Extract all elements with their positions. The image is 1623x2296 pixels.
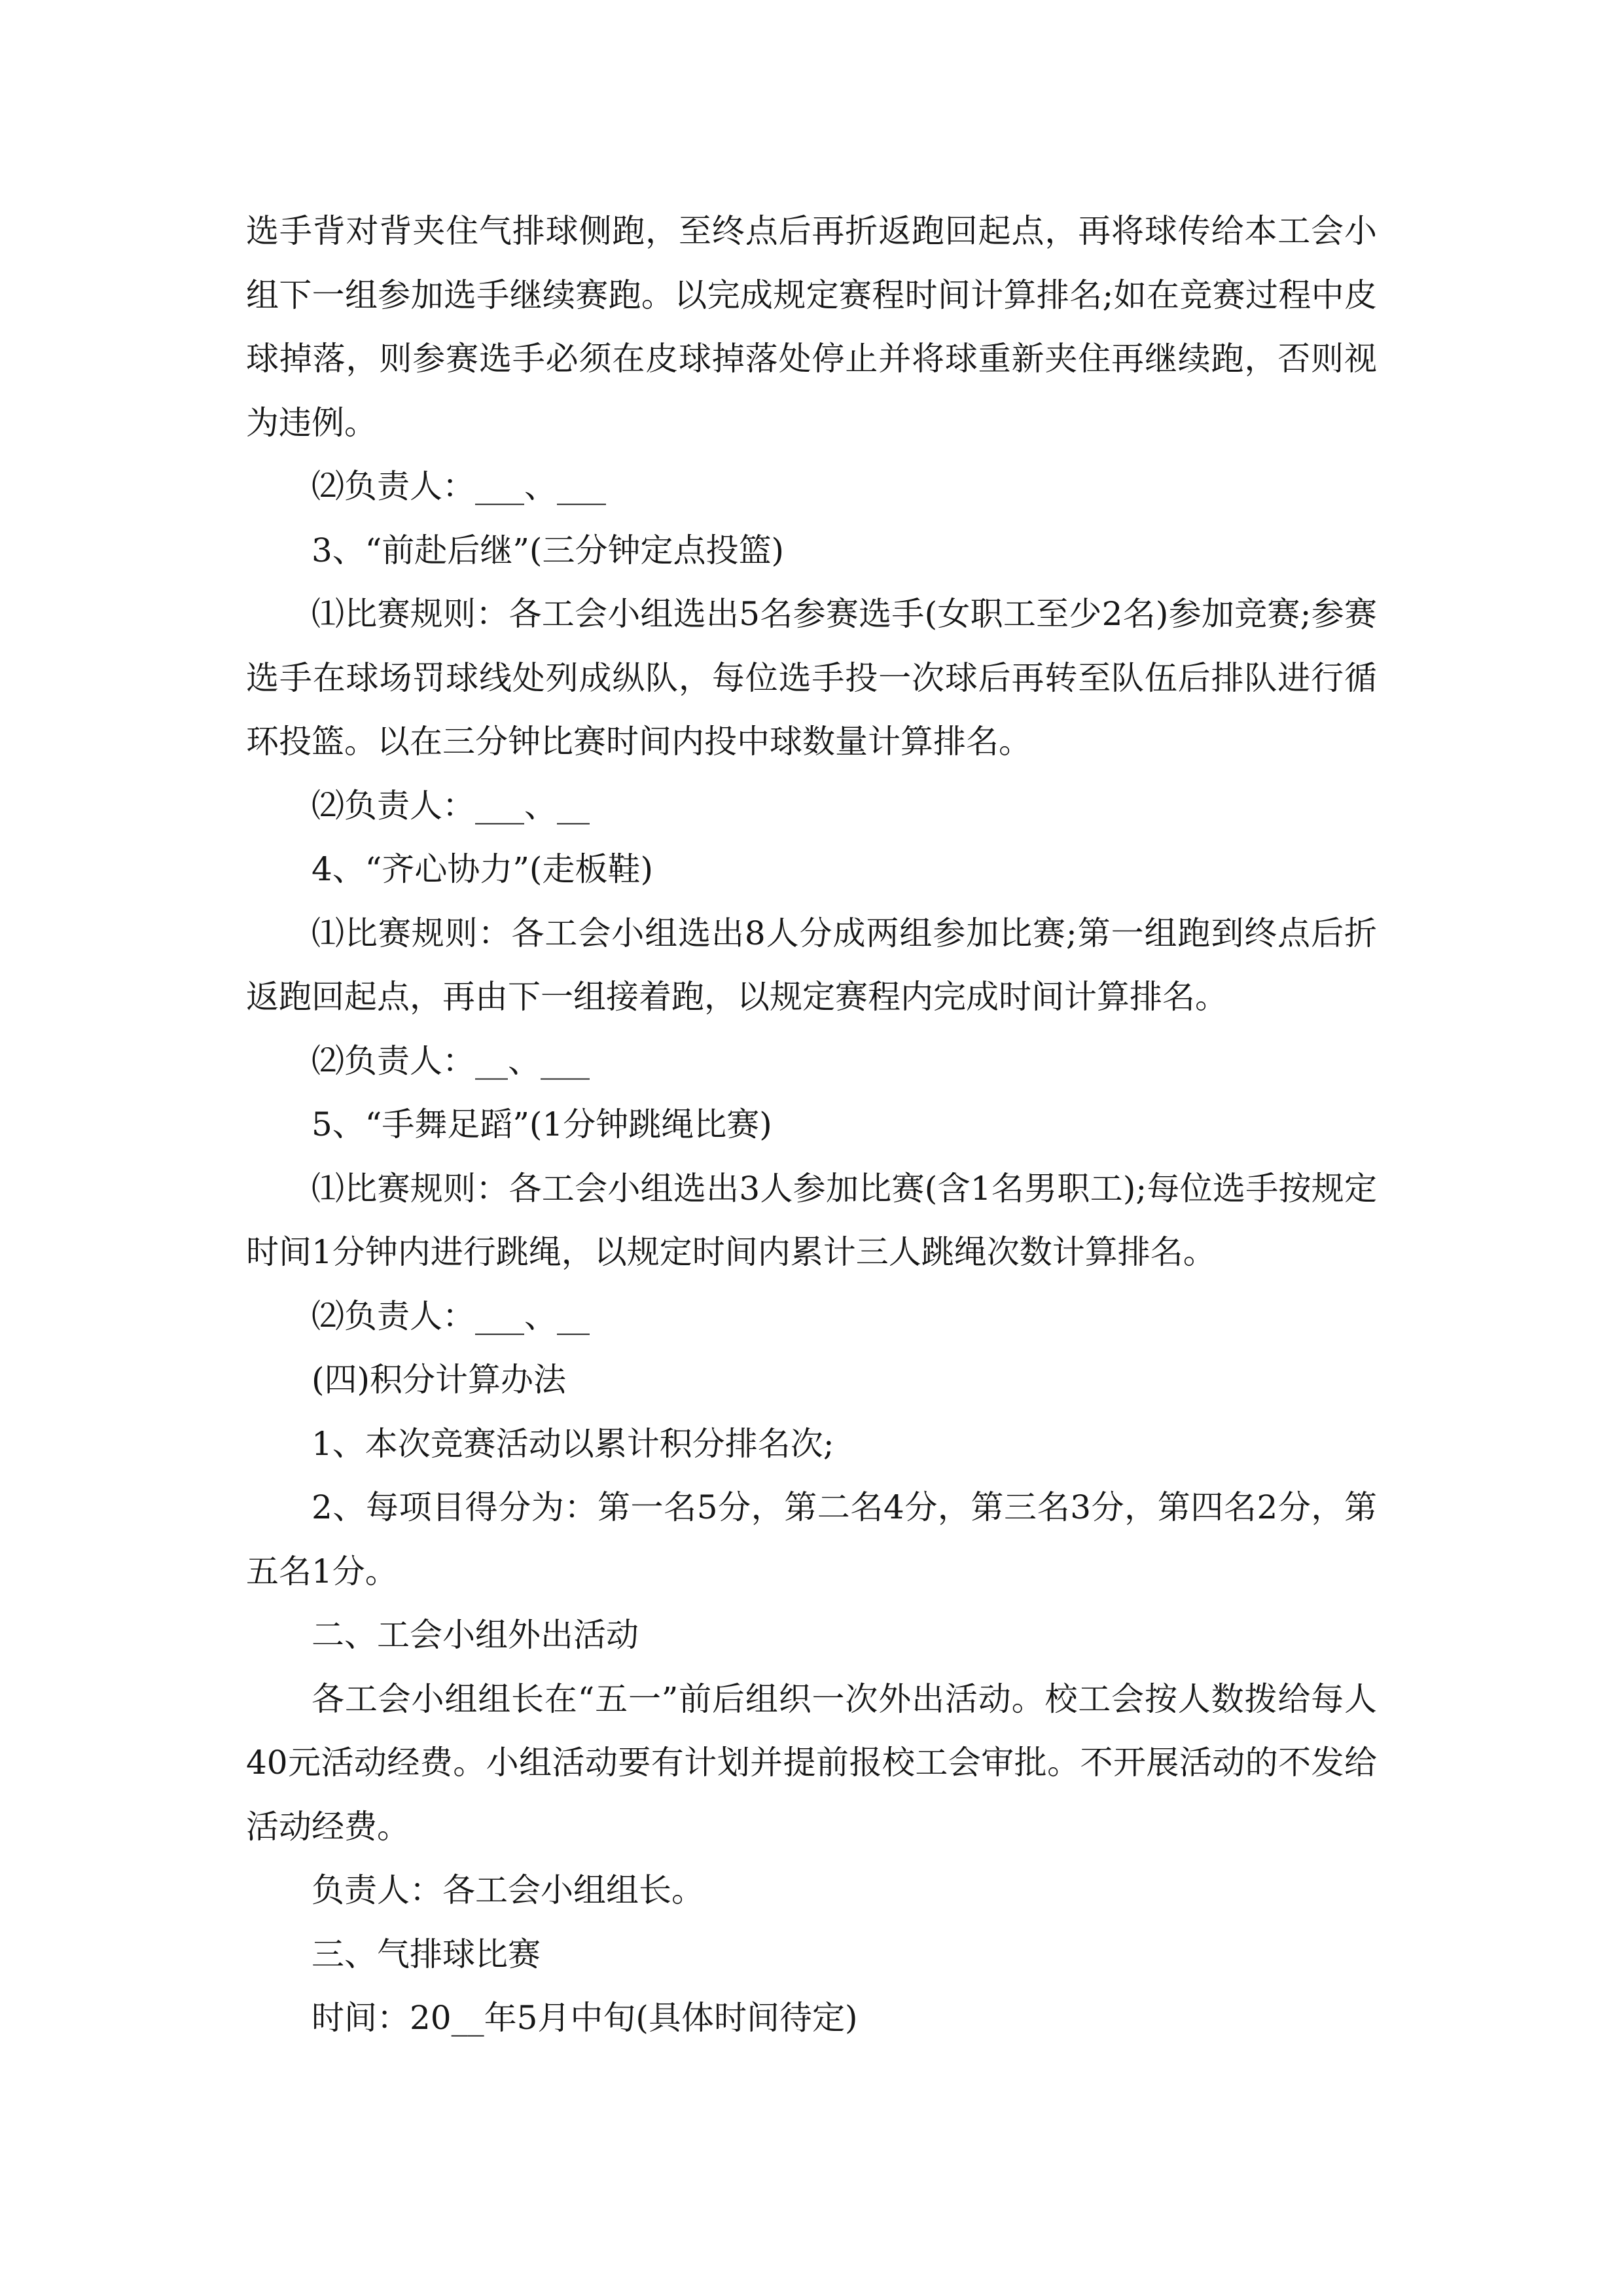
paragraph-scoring-2: 2、每项目得分为：第一名5分，第二名4分，第三名3分，第四名2分，第五名1分。 [246, 1488, 1377, 1590]
heading-section-3: 三、气排球比赛 [312, 1935, 541, 1973]
heading-item-3: 3、“前赴后继”(三分钟定点投篮) [312, 531, 784, 569]
paragraph-volleyball-time: 时间：20__年5月中旬(具体时间待定) [312, 1999, 858, 2037]
heading-item-4: 4、“齐心协力”(走板鞋) [312, 850, 653, 888]
paragraph-outing-responsible: 负责人：各工会小组组长。 [312, 1871, 704, 1909]
paragraph-item-3-rules: ⑴比赛规则：各工会小组选出5名参赛选手(女职工至少2名)参加竞赛;参赛选手在球场罚球线处列成纵队，每位选手投一次球后再转至队伍后排队进行循环投篮。以在三分钟比赛时间内投中球数量计算排名。 [246, 595, 1377, 761]
paragraph-item-5-rules: ⑴比赛规则：各工会小组选出3人参加比赛(含1名男职工);每位选手按规定时间1分钟内进行跳绳，以规定时间内累计三人跳绳次数计算排名。 [246, 1169, 1377, 1271]
paragraph-item-3-responsible: ⑵负责人：___、__ [312, 786, 590, 825]
heading-scoring: (四)积分计算办法 [312, 1361, 567, 1399]
paragraph-relay-responsible: ⑵负责人：___、___ [312, 467, 606, 505]
paragraph-item-4-responsible: ⑵负责人：__、___ [312, 1041, 590, 1080]
paragraph-outing-details: 各工会小组组长在“五一”前后组织一次外出活动。校工会按人数拨给每人40元活动经费。小组活动要有计划并提前报校工会审批。不开展活动的不发给活动经费。 [246, 1679, 1377, 1846]
paragraph-item-4-rules: ⑴比赛规则：各工会小组选出8人分成两组参加比赛;第一组跑到终点后折返跑回起点，再由下一组接着跑，以规定赛程内完成时间计算排名。 [246, 914, 1377, 1016]
heading-section-2: 二、工会小组外出活动 [312, 1616, 639, 1654]
document-body [246, 200, 1377, 2051]
paragraph-relay-rules: 选手背对背夹住气排球侧跑，至终点后再折返跑回起点，再将球传给本工会小组下一组参加选手继续赛跑。以完成规定赛程时间计算排名;如在竞赛过程中皮球掉落，则参赛选手必须在皮球掉落处停止并将球重新夹住再继续跑，否则视为违例。 [246, 212, 1377, 442]
paragraph-item-5-responsible: ⑵负责人：___、__ [312, 1297, 590, 1335]
heading-item-5: 5、“手舞足蹈”(1分钟跳绳比赛) [312, 1105, 772, 1143]
paragraph-scoring-1: 1、本次竞赛活动以累计积分排名次; [312, 1424, 834, 1463]
